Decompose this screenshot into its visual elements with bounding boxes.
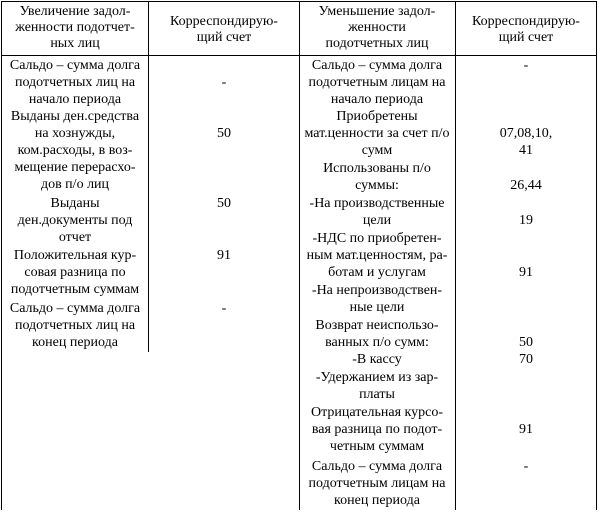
left-row-code: 91 [217, 248, 231, 263]
right-row-code: 50 [519, 335, 533, 350]
right-row-code: 70 [519, 352, 533, 367]
right-row-code: - [523, 58, 529, 73]
right-row-text: Использованы п/о суммы: [323, 161, 431, 193]
right-row-code: 07,08,10, 41 [499, 126, 553, 158]
right-row-code: 91 [519, 422, 533, 437]
header-decrease: Уменьшение задол- женности подотчетных лиц [318, 4, 436, 51]
left-row-code: 50 [217, 196, 231, 211]
header-separator [2, 55, 596, 56]
right-row-text: -В кассу [352, 352, 402, 367]
right-row-text: Приобретены мат.ценности за счет п/о сумм [304, 109, 450, 158]
right-row-text: Отрицательная курсо- вая разница по подот- четным суммам [310, 405, 444, 454]
right-row-text: Сальдо – сумма долга подотчетным лицам на конец периода [308, 459, 446, 508]
header-corr-left: Корреспондирую- щий счет [170, 14, 278, 45]
left-row-text: Выданы ден.средства на хознужды, ком.расходы, в воз- мещение перерасхо- дов п/о лиц [10, 109, 140, 192]
left-row-code: - [221, 75, 227, 90]
right-row-text: -НДС по приобретен- ным мат.ценностям, ра- ботам и услугам [306, 231, 448, 280]
account-table [1, 1, 597, 510]
right-row-text: -На непроизводствен- ные цели [311, 283, 443, 315]
right-row-text: Сальдо – сумма долга подотчетным лицам на начало периода [308, 58, 446, 107]
right-row-text: Возврат неиспользо- ванных п/о сумм: [315, 318, 439, 350]
header-increase: Увеличение задол- женности подотчет- ных лиц [15, 4, 135, 51]
left-row-text: Сальдо – сумма долга подотчетных лиц на конец периода [9, 301, 141, 350]
left-row-text: Положительная кур- совая разница по подотчетным суммам [10, 248, 140, 297]
left-row-code: - [221, 301, 227, 316]
header-corr-right: Корреспондирую- щий счет [472, 14, 580, 45]
right-row-code: 91 [519, 265, 533, 280]
left-row-text: Сальдо – сумма долга подотчетных лиц на начало периода [9, 58, 141, 107]
right-row-code: 26,44 [510, 178, 542, 193]
divider-col-2 [299, 2, 300, 510]
right-row-code: - [523, 459, 529, 474]
left-row-text: Выданы ден.документы под отчет [17, 196, 133, 245]
divider-col-3 [455, 2, 456, 510]
left-row-code: 50 [217, 126, 231, 141]
right-row-text: -Удержанием из зар- платы [315, 370, 439, 402]
right-row-code: 19 [519, 213, 533, 228]
right-row-text: -На производственные цели [309, 196, 445, 228]
